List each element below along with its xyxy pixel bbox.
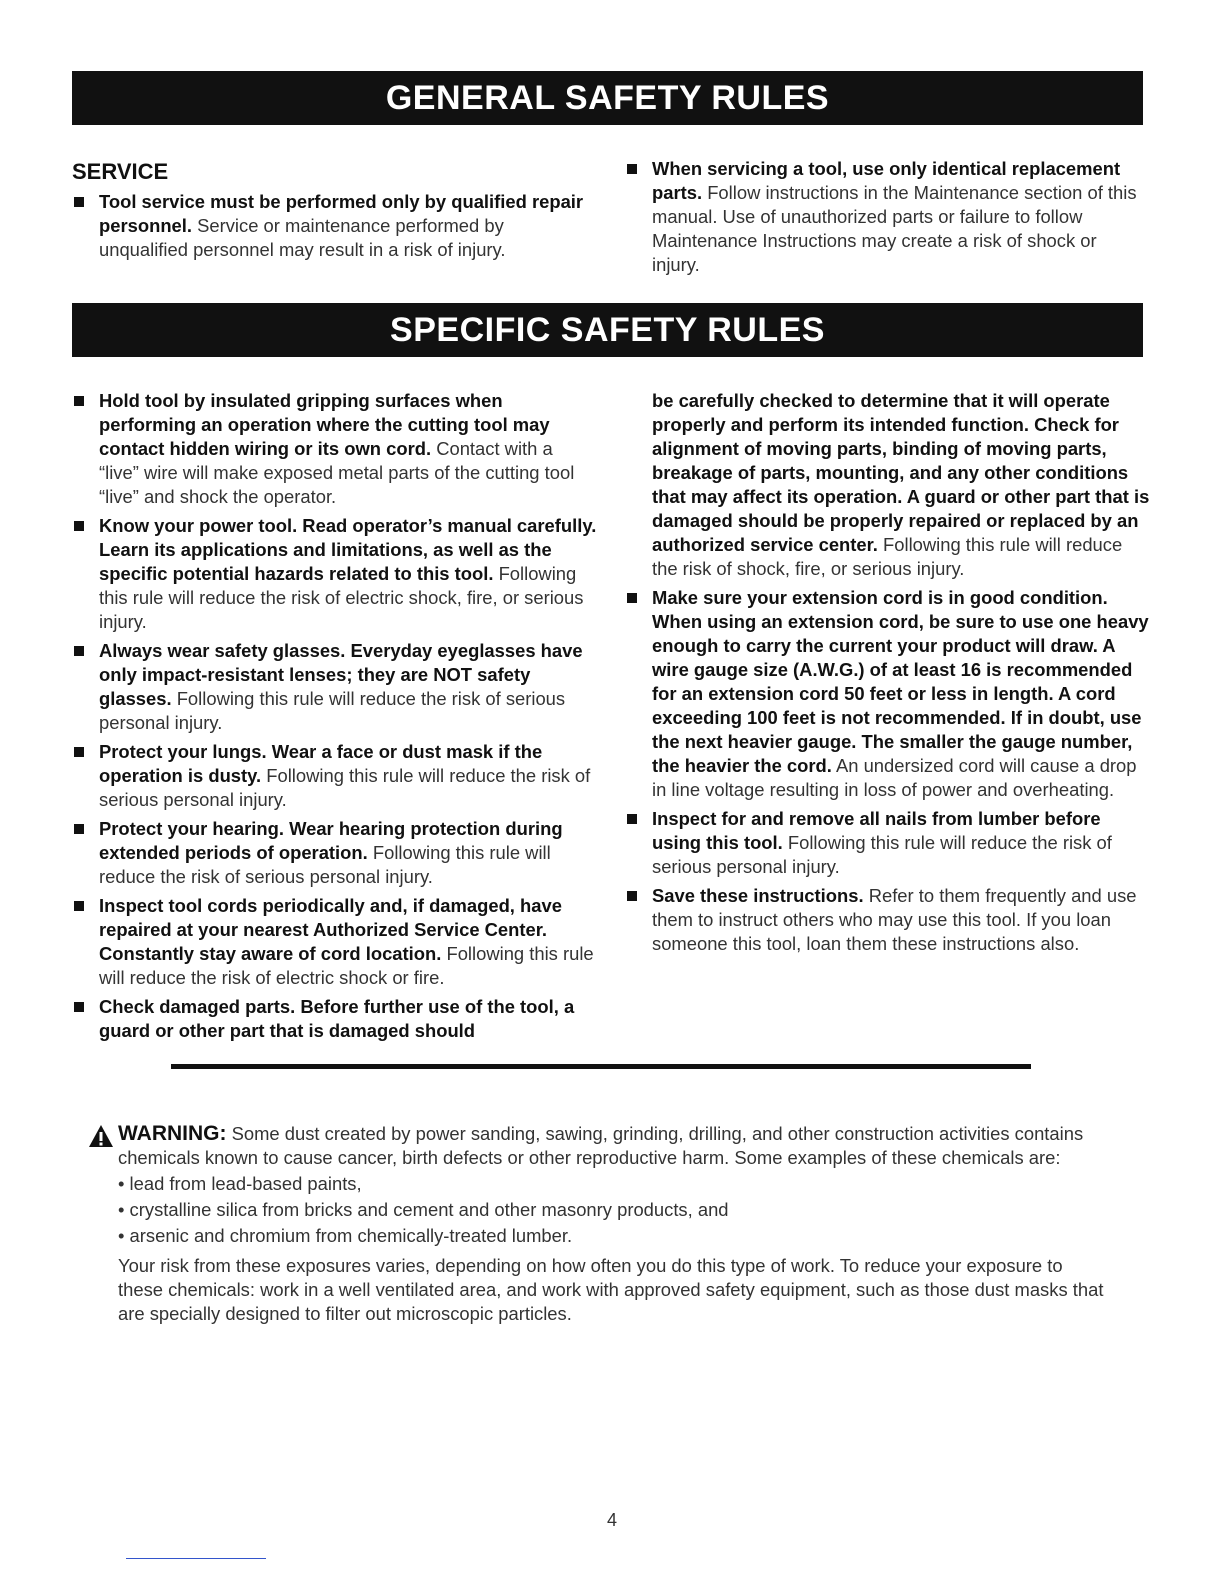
rule-bold-text: Tool service must be performed only by qualified repair personnel. <box>99 191 584 236</box>
rule-text: Following this rule will reduce the risk of serious personal injury. <box>652 832 1112 877</box>
warning-list-item: • arsenic and chromium from chemically-treated lumber. <box>118 1225 573 1246</box>
square-bullet-icon <box>74 901 84 911</box>
rule-bold-text: Check damaged parts. Before further use of the tool, a guard or other part that is damaged should <box>99 996 575 1041</box>
warning-list-item: • crystalline silica from bricks and cement and other masonry products, and <box>118 1199 729 1220</box>
specific-rule <box>72 817 597 889</box>
rule-text: Following this rule will reduce the risk of shock, fire, or serious injury. <box>652 534 1123 579</box>
square-bullet-icon <box>74 747 84 757</box>
square-bullet-icon <box>74 1002 84 1012</box>
rule-text: Refer to them frequently and use them to instruct others who may use this tool. If you loan someone this tool, loan them these instructions also. <box>652 885 1137 954</box>
warning-block <box>118 1122 1108 1326</box>
warning-list <box>118 1172 1108 1248</box>
warning-triangle-icon <box>88 1124 114 1148</box>
square-bullet-icon <box>74 824 84 834</box>
warning-intro <box>118 1122 1108 1170</box>
rule-text: Contact with a “live” wire will make exposed metal parts of the cutting tool “live” and shock the operator. <box>99 438 575 507</box>
general-safety-banner: GENERAL SAFETY RULES <box>72 71 1143 125</box>
section-divider <box>171 1064 1031 1069</box>
rule-text: Following this rule will reduce the risk of serious personal injury. <box>99 688 566 733</box>
rule-bold-text: Protect your hearing. Wear hearing protection during extended periods of operation. <box>99 818 563 863</box>
rule-bold-text: Protect your lungs. Wear a face or dust mask if the operation is dusty. <box>99 741 543 786</box>
service-left-column <box>72 159 592 267</box>
rule-text: Following this rule will reduce the risk of electric shock or fire. <box>99 943 594 988</box>
warning-intro-text: Some dust created by power sanding, sawing, grinding, drilling, and other construction activities contains chemicals known to cause cancer, birth defects or other reproductive harm. Some examples of these chemicals are: <box>118 1123 1084 1168</box>
specific-rule <box>625 807 1150 879</box>
rule-bold-text: Hold tool by insulated gripping surfaces when performing an operation where the cutting tool may contact hidden wiring or its own cord. <box>99 390 550 459</box>
square-bullet-icon <box>74 646 84 656</box>
rule-bold-text: Inspect for and remove all nails from lumber before using this tool. <box>652 808 1101 853</box>
service-rule <box>625 157 1145 277</box>
specific-rule <box>72 639 597 735</box>
page-number: 4 <box>606 1510 617 1530</box>
square-bullet-icon <box>74 197 84 207</box>
rule-bold-text: Always wear safety glasses. Everyday eyeglasses have only impact-resistant lenses; they are NOT safety glasses. <box>99 640 583 709</box>
specific-rule <box>72 995 597 1043</box>
square-bullet-icon <box>74 521 84 531</box>
rule-text: Following this rule will reduce the risk of serious personal injury. <box>99 765 591 810</box>
warning-list-item: • lead from lead-based paints, <box>118 1173 362 1194</box>
rule-bold-text: Inspect tool cords periodically and, if damaged, have repaired at your nearest Authorized Service Center. Constantly stay aware of cord location. <box>99 895 562 964</box>
square-bullet-icon <box>627 891 637 901</box>
rule-bold-text: Make sure your extension cord is in good condition. When using an extension cord, be sure to use one heavy enough to carry the current your product will draw. A wire gauge size (A.W.G.) of at least 16 is recommended for an extension cord 50 feet or less in length. A cord exceeding 100 feet is not recommended. If in doubt, use the next heavier gauge. The smaller the gauge number, the heavier the cord. <box>652 587 1149 776</box>
rule-bold-text: be carefully checked to determine that it will operate properly and perform its intended function. Check for alignment of moving parts, binding of moving parts, breakage of parts, mounting, and any other conditions that may affect its operation. A guard or other part that is damaged should be properly repaired or replaced by an authorized service center. <box>652 390 1150 555</box>
rule-text: Service or maintenance performed by unqualified personnel may result in a risk of injury. <box>99 215 506 260</box>
rule-text: An undersized cord will cause a drop in line voltage resulting in loss of power and overheating. <box>652 755 1137 800</box>
service-rule <box>72 190 592 262</box>
specific-rule <box>625 884 1150 956</box>
rule-bold-text: Know your power tool. Read operator’s manual carefully. Learn its applications and limitations, as well as the specific potential hazards related to this tool. <box>99 515 597 584</box>
specific-rule <box>72 740 597 812</box>
specific-rule <box>625 586 1150 802</box>
specific-rule <box>72 514 597 634</box>
footer-line <box>126 1558 266 1559</box>
rule-bold-text: When servicing a tool, use only identical replacement parts. <box>652 158 1121 203</box>
rule-text: Following this rule will reduce the risk of electric shock, fire, or serious injury. <box>99 563 584 632</box>
service-heading: SERVICE <box>72 159 169 184</box>
rule-text: Following this rule will reduce the risk of serious personal injury. <box>99 842 551 887</box>
square-bullet-icon <box>627 164 637 174</box>
specific-rule <box>72 389 597 509</box>
specific-safety-banner: SPECIFIC SAFETY RULES <box>72 303 1143 357</box>
rule-bold-text: Save these instructions. <box>652 885 864 906</box>
warning-closing: Your risk from these exposures varies, depending on how often you do this type of work. To reduce your exposure to these chemicals: work in a well ventilated area, and work with approved safety equipment, such as those dust masks that are specially designed to filter out microscopic particles. <box>118 1255 1104 1324</box>
specific-right-column <box>625 389 1150 961</box>
warning-title: WARNING: <box>118 1122 227 1145</box>
specific-rule <box>72 894 597 990</box>
square-bullet-icon <box>627 814 637 824</box>
specific-rule-continuation <box>625 389 1150 581</box>
square-bullet-icon <box>74 396 84 406</box>
rule-text: Follow instructions in the Maintenance section of this manual. Use of unauthorized parts or failure to follow Maintenance Instructions may create a risk of shock or injury. <box>652 182 1137 275</box>
square-bullet-icon <box>627 593 637 603</box>
service-right-column <box>625 157 1145 282</box>
specific-left-column <box>72 389 597 1048</box>
